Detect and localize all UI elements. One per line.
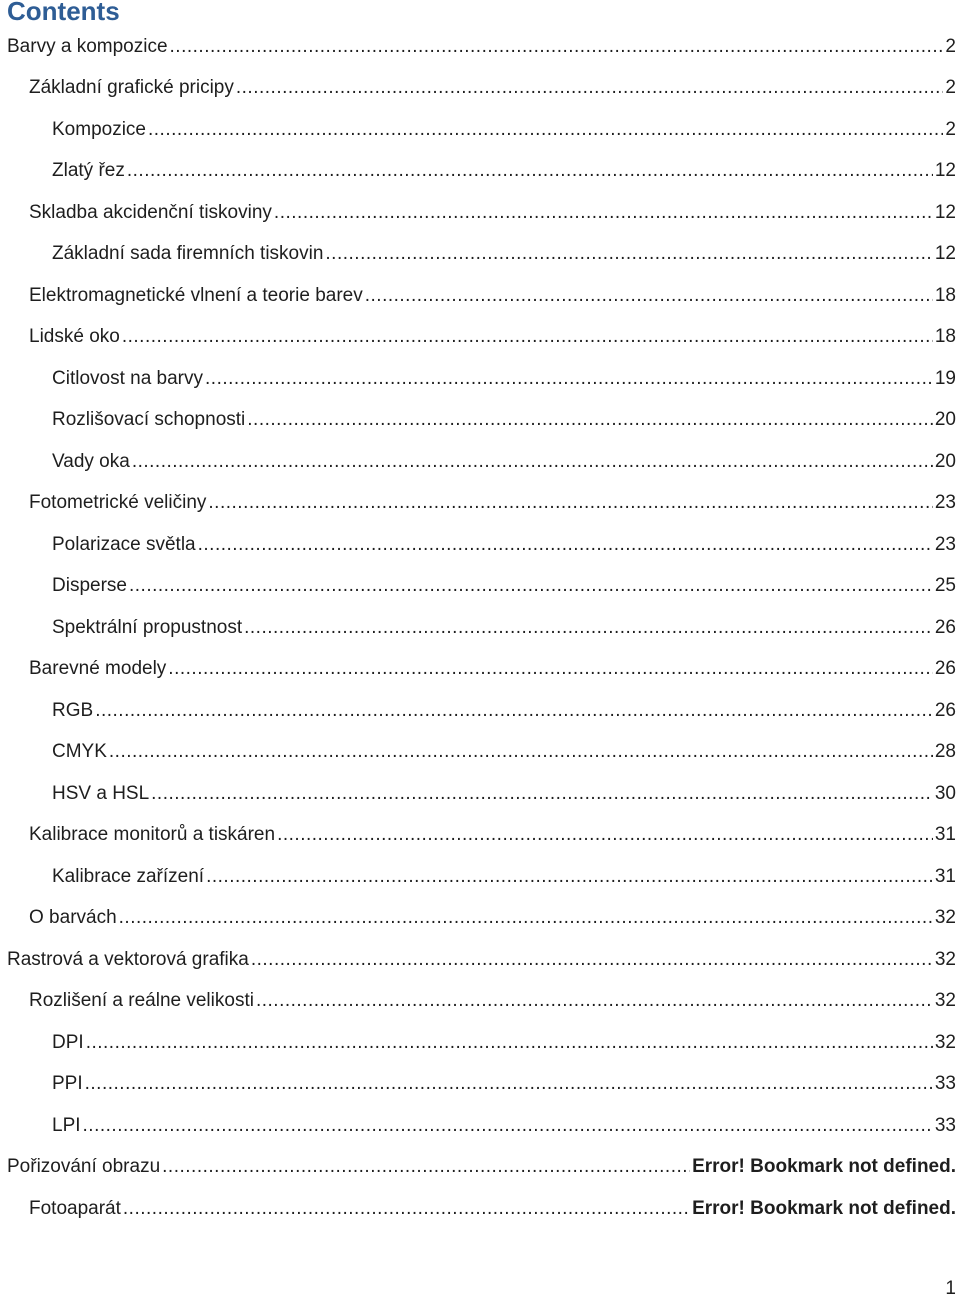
dot-leader <box>85 1073 933 1095</box>
dot-leader <box>168 658 933 680</box>
toc-entry-page: 2 <box>945 77 956 99</box>
toc-entry-page: 31 <box>934 824 956 846</box>
dot-leader <box>251 949 933 971</box>
toc-entry-page: 20 <box>934 450 956 472</box>
toc-entry[interactable] <box>0 151 960 193</box>
toc-entry[interactable] <box>0 1147 960 1189</box>
toc-entry-title: LPI <box>52 1114 81 1136</box>
toc-entry-page: 18 <box>934 284 956 306</box>
toc-entry[interactable] <box>0 109 960 151</box>
toc-entry[interactable] <box>0 690 960 732</box>
toc-entry-title: DPI <box>52 1031 84 1053</box>
dot-leader <box>236 77 944 99</box>
toc-entry-title: Kompozice <box>52 118 146 140</box>
toc-entry-title: Barevné modely <box>29 658 167 680</box>
dot-leader <box>95 700 933 722</box>
toc-entry[interactable] <box>0 732 960 774</box>
dot-leader <box>365 285 933 307</box>
toc-entry-page: 12 <box>934 201 956 223</box>
dot-leader <box>205 368 933 390</box>
toc-entry[interactable] <box>0 441 960 483</box>
toc-entry[interactable] <box>0 815 960 857</box>
dot-leader <box>206 866 933 888</box>
dot-leader <box>86 1032 933 1054</box>
toc-entry-page: 32 <box>934 1031 956 1053</box>
toc-entry[interactable] <box>0 898 960 940</box>
toc-entry-page: Error! Bookmark not defined. <box>692 1156 956 1178</box>
dot-leader <box>123 1198 690 1220</box>
dot-leader <box>151 783 933 805</box>
toc-entry-page: 18 <box>934 326 956 348</box>
toc-entry-title: Barvy a kompozice <box>7 35 168 57</box>
toc-entry-title: Elektromagnetické vlnení a teorie barev <box>29 284 363 306</box>
dot-leader <box>198 534 933 556</box>
toc-entry[interactable] <box>0 856 960 898</box>
page-number: 1 <box>945 1278 956 1299</box>
toc-entry-title: Základní grafické pricipy <box>29 77 234 99</box>
toc-entry-title: Rastrová a vektorová grafika <box>7 948 249 970</box>
toc-entry[interactable] <box>0 68 960 110</box>
toc-entry-title: RGB <box>52 699 94 721</box>
dot-leader <box>132 451 933 473</box>
toc-entry-page: 32 <box>934 990 956 1012</box>
toc-entry-page: 12 <box>934 160 956 182</box>
toc-entry-page: 33 <box>934 1073 956 1095</box>
dot-leader <box>119 907 933 929</box>
toc-entry-title: Skladba akcidenční tiskoviny <box>29 201 272 223</box>
toc-entry-title: CMYK <box>52 741 107 763</box>
toc-entry-page: Error! Bookmark not defined. <box>692 1197 956 1219</box>
toc-entry-page: 26 <box>934 699 956 721</box>
toc-entry[interactable] <box>0 1064 960 1106</box>
toc-entry-page: 23 <box>934 533 956 555</box>
toc-entry[interactable] <box>0 607 960 649</box>
toc-entry-title: HSV a HSL <box>52 782 150 804</box>
toc-entry-page: 19 <box>934 367 956 389</box>
toc-entry-title: Kalibrace zařízení <box>52 865 205 887</box>
toc-entry[interactable] <box>0 1188 960 1230</box>
toc-entry-title: Lidské oko <box>29 326 120 348</box>
toc-entry[interactable] <box>0 566 960 608</box>
dot-leader <box>256 990 933 1012</box>
dot-leader <box>247 409 933 431</box>
toc-entry-page: 33 <box>934 1114 956 1136</box>
dot-leader <box>109 741 933 763</box>
toc-entry-page: 26 <box>934 616 956 638</box>
toc-entry-page: 28 <box>934 741 956 763</box>
dot-leader <box>244 617 933 639</box>
toc-entry[interactable] <box>0 358 960 400</box>
toc-entry-title: Fotometrické veličiny <box>29 492 207 514</box>
toc-entry[interactable] <box>0 939 960 981</box>
toc-entry-page: 31 <box>934 865 956 887</box>
dot-leader <box>162 1156 690 1178</box>
toc-entry[interactable] <box>0 649 960 691</box>
toc-entry[interactable] <box>0 400 960 442</box>
toc-entry-page: 12 <box>934 243 956 265</box>
toc-entry-page: 2 <box>945 118 956 140</box>
toc-entry-page: 20 <box>934 409 956 431</box>
toc-entry[interactable] <box>0 234 960 276</box>
dot-leader <box>148 119 943 141</box>
toc-heading: Contents <box>7 0 120 26</box>
toc-entry-title: Citlovost na barvy <box>52 367 204 389</box>
toc-entry-title: Zlatý řez <box>52 160 125 182</box>
toc-entry-title: Kalibrace monitorů a tiskáren <box>29 824 276 846</box>
toc-entry-title: Rozlišovací schopnosti <box>52 409 246 431</box>
toc-entry-title: O barvách <box>29 907 117 929</box>
dot-leader <box>129 575 933 597</box>
toc-entry[interactable] <box>0 483 960 525</box>
toc-entry-title: Disperse <box>52 575 127 597</box>
toc-entry-page: 32 <box>934 907 956 929</box>
toc-entry-page: 26 <box>934 658 956 680</box>
toc-entry[interactable] <box>0 317 960 359</box>
toc-entry[interactable] <box>0 192 960 234</box>
toc-entry[interactable] <box>0 524 960 566</box>
toc-entry[interactable] <box>0 981 960 1023</box>
toc-entry-title: Vady oka <box>52 450 130 472</box>
toc-entry[interactable] <box>0 1022 960 1064</box>
dot-leader <box>170 36 944 58</box>
table-of-contents <box>0 26 960 1230</box>
toc-entry[interactable] <box>0 275 960 317</box>
dot-leader <box>83 1115 933 1137</box>
toc-entry[interactable] <box>0 1105 960 1147</box>
toc-entry-title: Pořizování obrazu <box>7 1156 161 1178</box>
dot-leader <box>208 492 932 514</box>
toc-entry-title: Fotoaparát <box>29 1197 121 1219</box>
toc-entry[interactable] <box>0 26 960 68</box>
toc-entry-page: 25 <box>934 575 956 597</box>
toc-entry-page: 30 <box>934 782 956 804</box>
dot-leader <box>122 326 933 348</box>
dot-leader <box>277 824 933 846</box>
toc-entry[interactable] <box>0 773 960 815</box>
toc-entry-title: Rozlišení a reálne velikosti <box>29 990 254 1012</box>
toc-entry-title: Polarizace světla <box>52 533 196 555</box>
toc-entry-title: Spektrální propustnost <box>52 616 243 638</box>
dot-leader <box>274 202 933 224</box>
toc-entry-title: PPI <box>52 1073 83 1095</box>
toc-entry-title: Základní sada firemních tiskovin <box>52 243 324 265</box>
dot-leader <box>325 243 932 265</box>
toc-entry-page: 2 <box>945 35 956 57</box>
dot-leader <box>127 160 933 182</box>
toc-entry-page: 23 <box>934 492 956 514</box>
toc-entry-page: 32 <box>934 948 956 970</box>
